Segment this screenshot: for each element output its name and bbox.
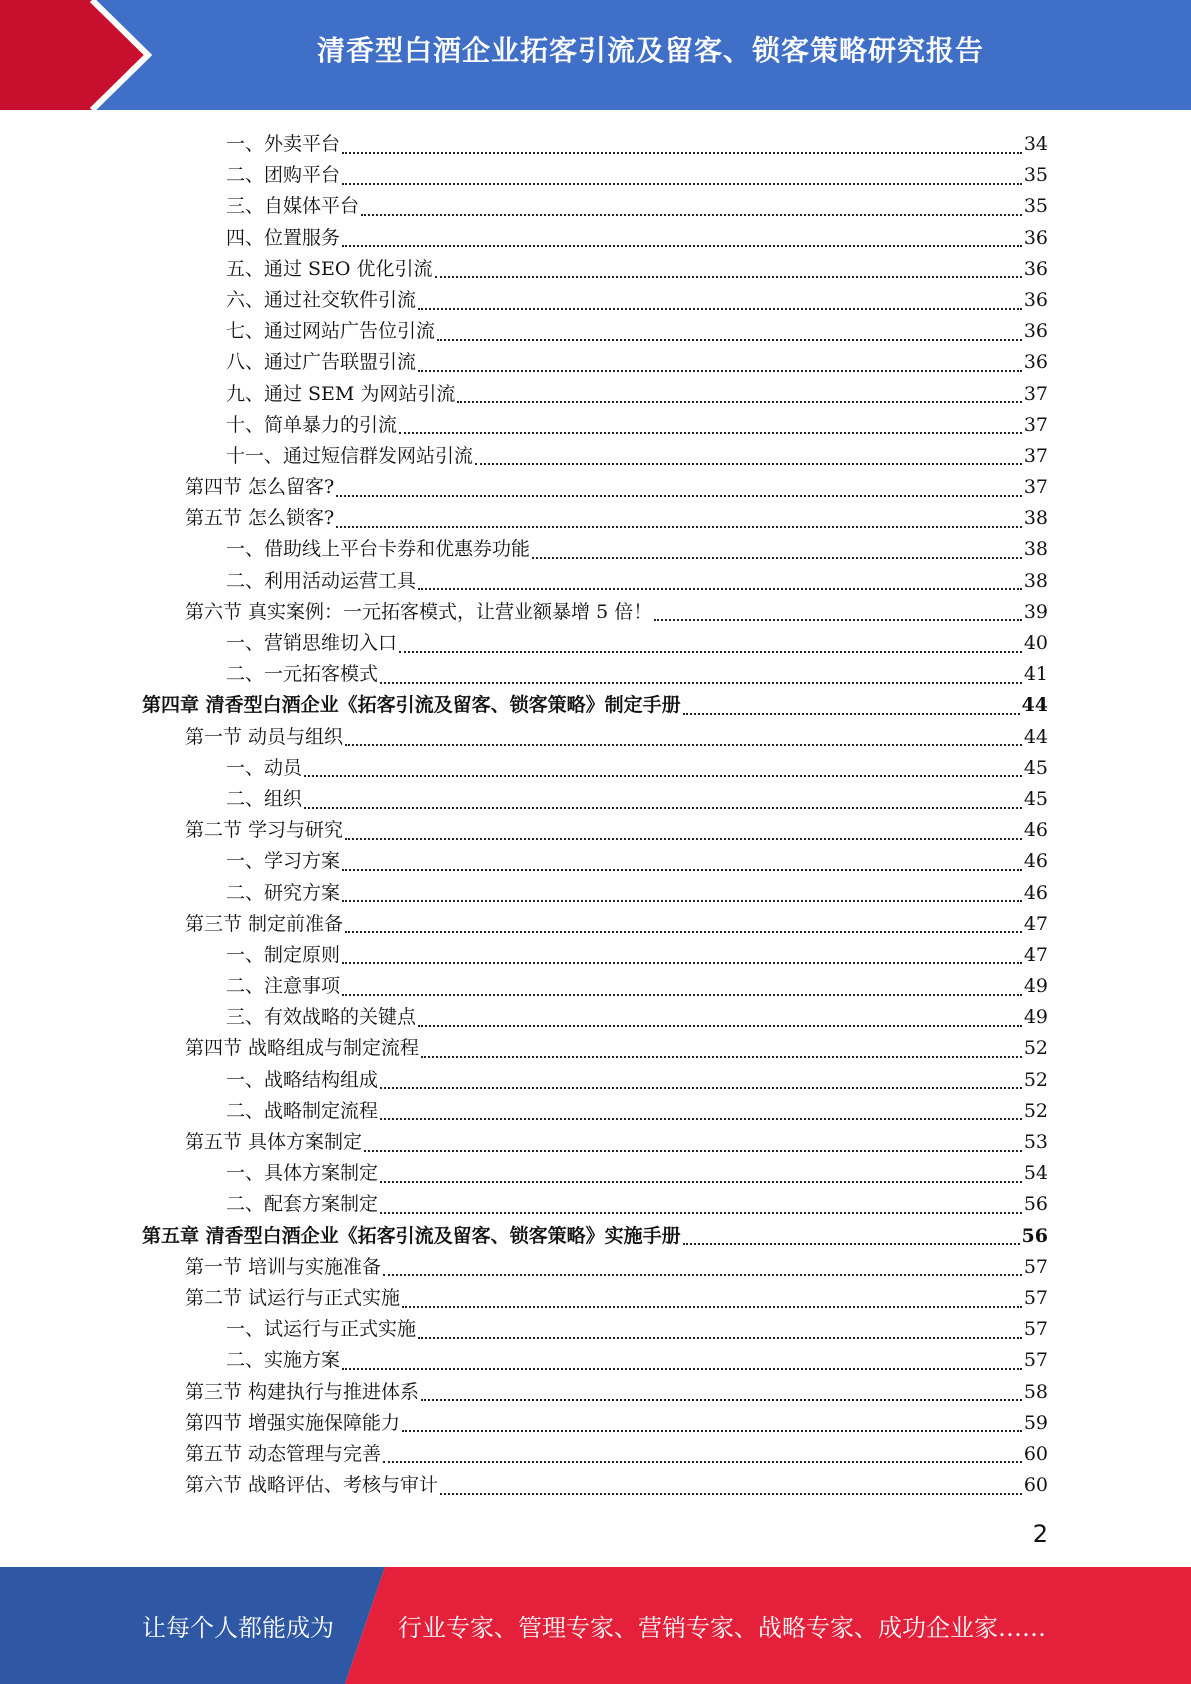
toc-entry-label: 二、一元拓客模式 [226, 663, 379, 686]
toc-entry-page: 37 [1023, 413, 1048, 436]
toc-dot-leader [342, 245, 1022, 247]
toc-entry-label: 二、实施方案 [226, 1349, 341, 1372]
toc-dot-leader [437, 339, 1022, 341]
toc-dot-leader [380, 1212, 1022, 1214]
toc-entry-page: 46 [1023, 819, 1048, 842]
toc-dot-leader [361, 214, 1022, 216]
toc-dot-leader [402, 1306, 1022, 1308]
toc-entry-label: 第五节 具体方案制定 [185, 1131, 363, 1153]
toc-subsection-entry[interactable] [142, 254, 1048, 285]
toc-entry-page: 52 [1023, 1068, 1048, 1091]
toc-entry-page: 39 [1023, 600, 1048, 623]
toc-dot-leader [304, 807, 1022, 809]
report-title: 清香型白酒企业拓客引流及留客、锁客策略研究报告 [316, 34, 984, 67]
toc-entry-page: 45 [1023, 787, 1048, 810]
table-of-contents [142, 129, 1048, 1501]
toc-entry-page: 57 [1023, 1255, 1048, 1278]
toc-section-entry[interactable] [142, 1127, 1048, 1158]
toc-dot-leader [345, 838, 1022, 840]
toc-subsection-entry[interactable] [142, 1065, 1048, 1096]
toc-dot-leader [342, 962, 1022, 964]
toc-entry-label: 七、通过网站广告位引流 [226, 320, 436, 343]
toc-subsection-entry[interactable] [142, 1096, 1048, 1127]
toc-subsection-entry[interactable] [142, 410, 1048, 441]
toc-dot-leader [418, 308, 1022, 310]
toc-subsection-entry[interactable] [142, 1345, 1048, 1376]
toc-entry-page: 45 [1023, 756, 1048, 779]
toc-subsection-entry[interactable] [142, 191, 1048, 222]
toc-dot-leader [342, 869, 1022, 871]
toc-dot-leader [532, 557, 1022, 559]
toc-section-entry[interactable] [142, 597, 1048, 628]
toc-dot-leader [304, 775, 1022, 777]
toc-subsection-entry[interactable] [142, 846, 1048, 877]
toc-dot-leader [345, 744, 1022, 746]
toc-entry-label: 一、具体方案制定 [226, 1162, 379, 1185]
toc-entry-label: 第五节 动态管理与完善 [185, 1442, 382, 1465]
toc-dot-leader [435, 276, 1022, 278]
toc-dot-leader [380, 1181, 1022, 1183]
toc-entry-page: 40 [1023, 632, 1048, 654]
toc-subsection-entry[interactable] [142, 285, 1048, 316]
toc-entry-page: 52 [1023, 1099, 1048, 1122]
toc-entry-label: 一、战略结构组成 [226, 1068, 379, 1091]
toc-entry-label: 八、通过广告联盟引流 [226, 351, 417, 374]
toc-entry-label: 第四节 战略组成与制定流程 [185, 1037, 420, 1060]
toc-entry-page: 35 [1023, 164, 1048, 187]
toc-subsection-entry[interactable] [142, 1002, 1048, 1033]
toc-entry-label: 二、战略制定流程 [226, 1099, 379, 1122]
toc-dot-leader [336, 495, 1022, 497]
toc-entry-page: 56 [1023, 1193, 1048, 1216]
toc-entry-label: 三、自媒体平台 [226, 195, 360, 218]
toc-subsection-entry[interactable] [142, 628, 1048, 659]
toc-chapter-entry[interactable] [142, 690, 1048, 721]
toc-section-entry[interactable] [142, 815, 1048, 846]
toc-entry-label: 第六节 战略评估、考核与审计 [185, 1474, 439, 1497]
toc-section-entry[interactable] [142, 909, 1048, 940]
toc-dot-leader [380, 1118, 1022, 1120]
toc-dot-leader [418, 1025, 1022, 1027]
toc-entry-label: 第六节 真实案例：一元拓客模式，让营业额暴增 5 倍！ [185, 600, 653, 623]
toc-entry-page: 47 [1023, 943, 1048, 966]
toc-entry-label: 第一节 培训与实施准备 [185, 1255, 382, 1278]
toc-subsection-entry[interactable] [142, 379, 1048, 410]
toc-entry-page: 57 [1023, 1349, 1048, 1372]
toc-entry-label: 十一、通过短信群发网站引流 [226, 444, 474, 467]
toc-subsection-entry[interactable] [142, 223, 1048, 254]
toc-dot-leader [683, 1243, 1020, 1245]
toc-entry-label: 第二节 学习与研究 [185, 819, 344, 842]
toc-dot-leader [342, 900, 1022, 902]
footer-slogan-left: 让每个人都能成为 [142, 1614, 334, 1642]
toc-entry-label: 一、试运行与正式实施 [226, 1318, 417, 1341]
toc-entry-label: 一、借助线上平台卡券和优惠券功能 [226, 538, 531, 561]
toc-subsection-entry[interactable] [142, 1158, 1048, 1189]
toc-entry-label: 二、研究方案 [226, 881, 341, 904]
page-footer [0, 1567, 1191, 1684]
toc-subsection-entry[interactable] [142, 441, 1048, 472]
toc-entry-page: 41 [1023, 663, 1048, 686]
toc-chapter-entry[interactable] [142, 1221, 1048, 1252]
toc-entry-label: 一、动员 [226, 756, 303, 779]
toc-section-entry[interactable] [142, 1470, 1048, 1501]
toc-section-entry[interactable] [142, 503, 1048, 534]
toc-entry-label: 第四章 清香型白酒企业《拓客引流及留客、锁客策略》制定手册 [142, 694, 681, 717]
toc-dot-leader [380, 1087, 1022, 1089]
toc-entry-page: 60 [1023, 1442, 1048, 1465]
toc-entry-label: 二、组织 [226, 787, 303, 810]
toc-dot-leader [421, 1056, 1022, 1058]
toc-entry-label: 第三节 构建执行与推进体系 [185, 1380, 420, 1403]
toc-subsection-entry[interactable] [142, 1189, 1048, 1220]
toc-entry-page: 59 [1023, 1411, 1048, 1434]
toc-entry-label: 一、外卖平台 [226, 133, 341, 155]
toc-entry-label: 三、有效战略的关键点 [226, 1006, 417, 1029]
toc-dot-leader [402, 1430, 1022, 1432]
toc-entry-label: 五、通过 SEO 优化引流 [226, 257, 433, 280]
toc-dot-leader [342, 152, 1022, 154]
toc-dot-leader [399, 651, 1022, 653]
toc-entry-label: 第五节 怎么锁客? [185, 507, 335, 530]
toc-subsection-entry[interactable] [142, 566, 1048, 597]
toc-entry-label: 第二节 试运行与正式实施 [185, 1286, 401, 1309]
toc-dot-leader [342, 994, 1022, 996]
toc-subsection-entry[interactable] [142, 878, 1048, 909]
toc-entry-page: 49 [1023, 975, 1048, 998]
toc-dot-leader [654, 619, 1022, 621]
toc-subsection-entry[interactable] [142, 160, 1048, 191]
toc-subsection-entry[interactable] [142, 129, 1048, 160]
toc-entry-page: 34 [1023, 133, 1048, 155]
toc-dot-leader [440, 1493, 1022, 1495]
toc-entry-label: 二、团购平台 [226, 164, 341, 187]
toc-subsection-entry[interactable] [142, 347, 1048, 378]
toc-dot-leader [383, 1274, 1022, 1276]
toc-entry-page: 38 [1023, 569, 1048, 592]
toc-entry-page: 46 [1023, 850, 1048, 873]
toc-entry-page: 38 [1023, 538, 1048, 561]
toc-entry-page: 38 [1023, 507, 1048, 530]
toc-entry-label: 四、位置服务 [226, 226, 341, 249]
toc-dot-leader [364, 1150, 1022, 1152]
toc-dot-leader [683, 713, 1020, 715]
toc-dot-leader [380, 682, 1022, 684]
toc-entry-page: 37 [1023, 444, 1048, 467]
toc-entry-page: 36 [1023, 226, 1048, 249]
toc-section-entry[interactable] [142, 1252, 1048, 1283]
toc-entry-page: 49 [1023, 1006, 1048, 1029]
toc-dot-leader [457, 401, 1021, 403]
toc-subsection-entry[interactable] [142, 1314, 1048, 1345]
toc-entry-page: 36 [1023, 351, 1048, 374]
toc-entry-page: 56 [1021, 1224, 1048, 1247]
toc-entry-label: 十、简单暴力的引流 [226, 413, 398, 436]
toc-subsection-entry[interactable] [142, 971, 1048, 1002]
toc-section-entry[interactable] [142, 1283, 1048, 1314]
toc-subsection-entry[interactable] [142, 940, 1048, 971]
toc-dot-leader [421, 1399, 1022, 1401]
toc-entry-page: 60 [1023, 1474, 1048, 1497]
toc-dot-leader [342, 1368, 1022, 1370]
toc-section-entry[interactable] [142, 1408, 1048, 1439]
toc-subsection-entry[interactable] [142, 659, 1048, 690]
toc-entry-label: 六、通过社交软件引流 [226, 288, 417, 311]
toc-section-entry[interactable] [142, 722, 1048, 753]
toc-subsection-entry[interactable] [142, 316, 1048, 347]
toc-dot-leader [342, 183, 1022, 185]
toc-entry-page: 35 [1023, 195, 1048, 218]
toc-entry-page: 44 [1021, 694, 1048, 717]
toc-dot-leader [383, 1461, 1022, 1463]
toc-dot-leader [345, 931, 1022, 933]
toc-entry-page: 44 [1023, 725, 1048, 748]
toc-entry-page: 37 [1023, 476, 1048, 499]
toc-entry-page: 36 [1023, 320, 1048, 343]
toc-section-entry[interactable] [142, 1439, 1048, 1470]
toc-entry-page: 54 [1023, 1162, 1048, 1185]
toc-section-entry[interactable] [142, 1377, 1048, 1408]
toc-entry-label: 第三节 制定前准备 [185, 912, 344, 935]
toc-dot-leader [399, 432, 1022, 434]
toc-entry-page: 57 [1023, 1318, 1048, 1341]
toc-entry-label: 二、注意事项 [226, 975, 341, 998]
toc-subsection-entry[interactable] [142, 784, 1048, 815]
toc-section-entry[interactable] [142, 472, 1048, 503]
toc-dot-leader [418, 1337, 1022, 1339]
toc-dot-leader [418, 370, 1022, 372]
toc-entry-page: 53 [1023, 1131, 1048, 1153]
toc-entry-page: 36 [1023, 257, 1048, 280]
toc-dot-leader [336, 526, 1022, 528]
toc-entry-page: 58 [1023, 1380, 1048, 1403]
toc-subsection-entry[interactable] [142, 534, 1048, 565]
toc-entry-page: 47 [1023, 912, 1048, 935]
toc-entry-label: 二、利用活动运营工具 [226, 569, 417, 592]
toc-entry-label: 二、配套方案制定 [226, 1193, 379, 1216]
toc-entry-label: 一、制定原则 [226, 943, 341, 966]
toc-entry-page: 37 [1023, 382, 1048, 405]
page-number: 2 [1032, 1520, 1048, 1548]
toc-subsection-entry[interactable] [142, 753, 1048, 784]
toc-entry-label: 第一节 动员与组织 [185, 725, 344, 748]
toc-entry-label: 第五章 清香型白酒企业《拓客引流及留客、锁客策略》实施手册 [142, 1224, 681, 1247]
toc-entry-label: 第四节 增强实施保障能力 [185, 1411, 401, 1434]
toc-entry-label: 第四节 怎么留客? [185, 476, 335, 499]
toc-entry-page: 52 [1023, 1037, 1048, 1060]
toc-dot-leader [475, 463, 1022, 465]
toc-entry-label: 一、学习方案 [226, 850, 341, 873]
page-header [0, 0, 1191, 110]
footer-slogan-right: 行业专家、管理专家、营销专家、战略专家、成功企业家…… [398, 1614, 1046, 1642]
toc-entry-label: 九、通过 SEM 为网站引流 [226, 382, 456, 405]
toc-entry-page: 46 [1023, 881, 1048, 904]
toc-section-entry[interactable] [142, 1033, 1048, 1064]
toc-dot-leader [418, 588, 1022, 590]
toc-entry-label: 一、营销思维切入口 [226, 632, 398, 654]
toc-entry-page: 36 [1023, 288, 1048, 311]
toc-entry-page: 57 [1023, 1286, 1048, 1309]
